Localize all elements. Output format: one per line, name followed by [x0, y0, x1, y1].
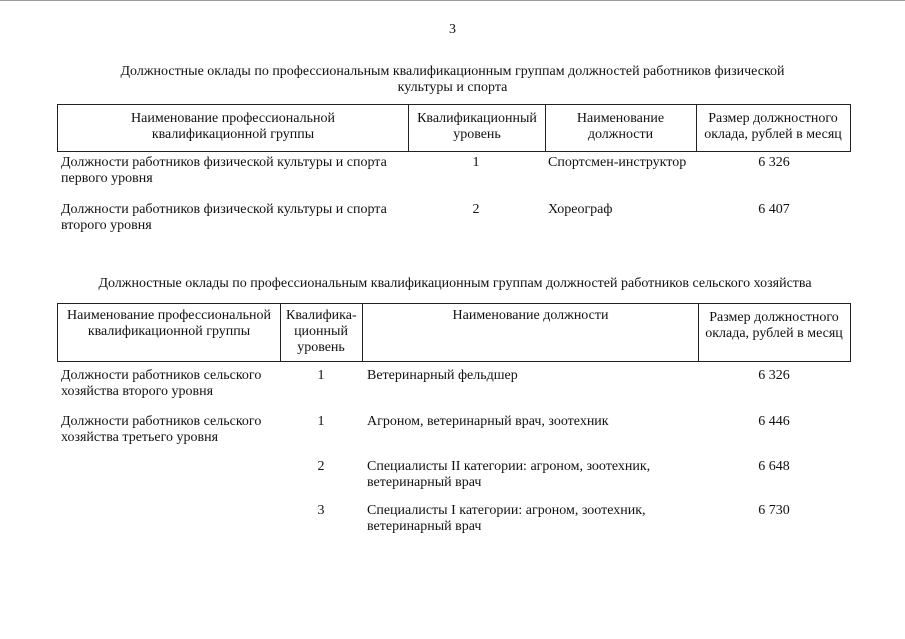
- page-top-edge: [0, 0, 905, 1]
- section2-row4-position: Специалисты I категории: агроном, зоотехник, ветеринарный врач: [367, 503, 646, 534]
- section2-header-group: Наименование профессиональной квалификационной группы: [67, 308, 271, 339]
- section2-row1-salary: 6 326: [758, 368, 790, 383]
- section1-header-group: Наименование профессиональной квалификационной группы: [131, 111, 335, 142]
- section2-row2-group: Должности работников сельского хозяйства третьего уровня: [61, 414, 262, 445]
- section1-title: Должностные оклады по профессиональным квалификационным группам должностей работников физической культуры и спорта: [120, 64, 785, 95]
- section2-header-position: Наименование должности: [452, 308, 609, 323]
- section1-header-salary: Размер должностного оклада, рублей в месяц: [704, 111, 842, 142]
- section2-row1-group: Должности работников сельского хозяйства второго уровня: [61, 368, 262, 399]
- section1-row1-salary: 6 326: [758, 155, 790, 170]
- section1-row2-salary: 6 407: [758, 202, 790, 217]
- section1-header-level: Квалификационный уровень: [417, 111, 537, 142]
- section2-row1-level: 1: [317, 368, 325, 383]
- section2-row3-salary: 6 648: [758, 459, 790, 474]
- section1-header-position: Наименование должности: [576, 111, 665, 142]
- section2-title: Должностные оклады по профессиональным квалификационным группам должностей работников сельского хозяйства: [98, 276, 812, 291]
- section2-row2-level: 1: [317, 414, 325, 429]
- section2-row2-salary: 6 446: [758, 414, 790, 429]
- section2-header-salary: Размер должностного оклада, рублей в месяц: [705, 310, 843, 341]
- section2-header-level: Квалифика-ционный уровень: [286, 308, 357, 355]
- section1-row2-group: Должности работников физической культуры и спорта второго уровня: [61, 202, 387, 233]
- section2-row2-position: Агроном, ветеринарный врач, зоотехник: [367, 414, 609, 429]
- section2-row4-level: 3: [317, 503, 325, 518]
- section1-row1-group: Должности работников физической культуры и спорта первого уровня: [61, 155, 387, 186]
- section2-row3-position: Специалисты II категории: агроном, зоотехник, ветеринарный врач: [367, 459, 651, 490]
- section1-table-header: [57, 104, 851, 152]
- section2-table-header: [57, 303, 851, 362]
- section1-row1-level: 1: [472, 155, 480, 170]
- section2-row3-level: 2: [317, 459, 325, 474]
- section2-row1-position: Ветеринарный фельдшер: [367, 368, 518, 383]
- section2-row4-salary: 6 730: [758, 503, 790, 518]
- section1-row1-position: Спортсмен-инструктор: [548, 155, 687, 170]
- section1-row2-position: Хореограф: [548, 202, 613, 217]
- page-number: 3: [449, 22, 456, 37]
- section2-divider-1: [280, 304, 281, 361]
- section1-divider-2: [545, 105, 546, 151]
- section1-row2-level: 2: [472, 202, 480, 217]
